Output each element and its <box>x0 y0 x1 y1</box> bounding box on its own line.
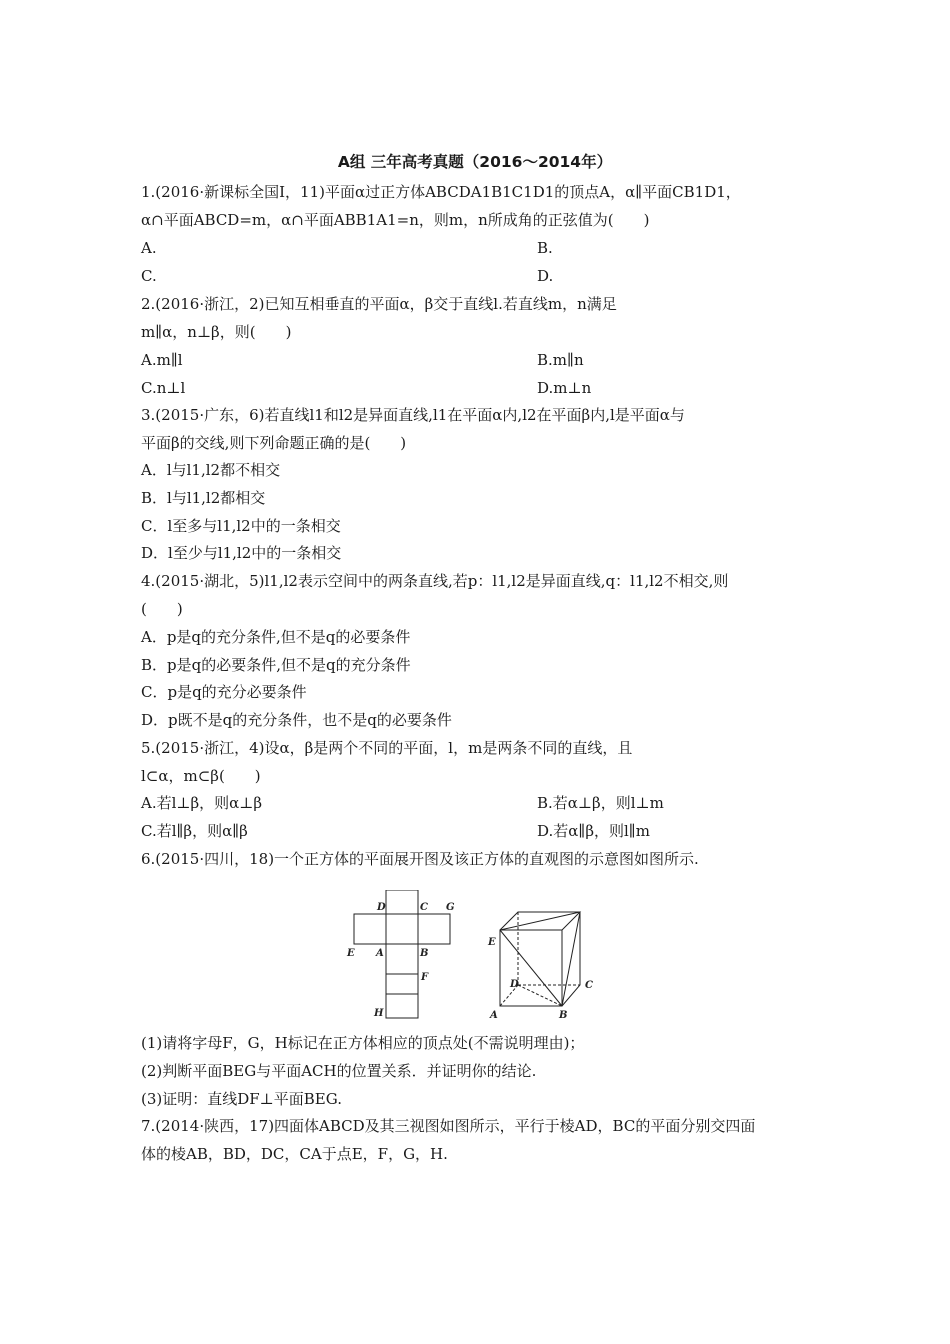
q6-part-1: (1)请将字母F，G，H标记在正方体相应的顶点处(不需说明理由)； <box>141 1034 585 1052</box>
q1-option-d: D. <box>537 267 554 285</box>
q5-option-b: B.若α⊥β，则l⊥m <box>537 794 664 812</box>
q1-option-a: A. <box>141 239 157 257</box>
q6-figures-svg <box>330 890 630 1020</box>
diagonal-eb <box>500 930 562 1006</box>
cube-label-e: E <box>488 937 496 948</box>
q2-stem-line1: 2.(2016·浙江，2)已知互相垂直的平面α，β交于直线l.若直线m，n满足 <box>141 295 617 313</box>
q3-option-d: D．l至少与l1,l2中的一条相交 <box>141 544 342 562</box>
q5-option-a: A.若l⊥β，则α⊥β <box>141 794 263 812</box>
q7-stem-line1: 7.(2014·陕西，17)四面体ABCD及其三视图如图所示，平行于棱AD，BC的平面分别交四面 <box>141 1117 756 1135</box>
q3-stem-line2: 平面β的交线,则下列命题正确的是( ) <box>141 434 407 452</box>
q4-option-c: C．p是q的充分必要条件 <box>141 683 307 701</box>
q7-stem-line2: 体的棱AB，BD，DC，CA于点E，F，G，H. <box>141 1145 448 1163</box>
net-label-h: H <box>374 1008 384 1019</box>
diagonal-eg <box>500 912 580 930</box>
q6-figures <box>330 890 630 1020</box>
net-label-e: E <box>347 948 355 959</box>
q2-option-c: C.n⊥l <box>141 379 186 397</box>
cube-label-c: C <box>585 980 593 991</box>
q1-stem-line1: 1.(2016·新课标全国Ⅰ，11)平面α过正方体ABCDA1B1C1D1的顶点A，α∥平面CB1D1， <box>141 183 741 201</box>
net-label-c: C <box>420 902 428 913</box>
q1-option-b: B. <box>537 239 553 257</box>
q3-stem-line1: 3.(2015·广东，6)若直线l1和l2是异面直线,l1在平面α内,l2在平面β内,l是平面α与 <box>141 406 685 424</box>
page-title: A组 三年高考真题（2016～2014年） <box>337 153 613 171</box>
q4-option-a: A．p是q的充分条件,但不是q的必要条件 <box>141 628 411 646</box>
q1-option-c: C. <box>141 267 157 285</box>
cube-label-d: D <box>510 979 519 990</box>
net-vertical-strip <box>386 890 418 1018</box>
q2-option-a: A.m∥l <box>141 351 183 369</box>
q4-option-d: D．p既不是q的充分条件，也不是q的必要条件 <box>141 711 452 729</box>
q5-option-c: C.若l∥β，则α∥β <box>141 822 248 840</box>
net-label-f: F <box>421 972 429 983</box>
q6-part-3: (3)证明：直线DF⊥平面BEG. <box>141 1090 342 1108</box>
q6-part-2: (2)判断平面BEG与平面ACH的位置关系．并证明你的结论. <box>141 1062 537 1080</box>
net-label-a: A <box>376 948 384 959</box>
net-label-d: D <box>377 902 386 913</box>
net-label-b: B <box>420 948 429 959</box>
hidden-diagonal-db <box>518 985 562 1006</box>
cube-label-a: A <box>490 1010 498 1020</box>
q4-stem-line1: 4.(2015·湖北，5)l1,l2表示空间中的两条直线,若p：l1,l2是异面直线,q：l1,l2不相交,则 <box>141 572 729 590</box>
net-label-g: G <box>446 902 455 913</box>
q2-option-d: D.m⊥n <box>537 379 592 397</box>
q3-option-c: C．l至多与l1,l2中的一条相交 <box>141 517 341 535</box>
q1-stem-line2: α∩平面ABCD=m，α∩平面ABB1A1=n，则m，n所成角的正弦值为( ) <box>141 211 650 229</box>
net-horizontal-strip <box>354 914 450 944</box>
q6-stem-line1: 6.(2015·四川，18)一个正方体的平面展开图及该正方体的直观图的示意图如图所示. <box>141 850 699 868</box>
cube-perspective-figure <box>500 912 580 1006</box>
q5-option-d: D.若α∥β，则l∥m <box>537 822 650 840</box>
q2-option-b: B.m∥n <box>537 351 584 369</box>
q5-stem-line1: 5.(2015·浙江，4)设α，β是两个不同的平面，l，m是两条不同的直线，且 <box>141 739 633 757</box>
cube-net-figure <box>354 890 450 1018</box>
q3-option-b: B．l与l1,l2都相交 <box>141 489 266 507</box>
q2-stem-line2: m∥α，n⊥β，则( ) <box>141 323 292 341</box>
q3-option-a: A．l与l1,l2都不相交 <box>141 461 281 479</box>
q5-stem-line2: l⊂α，m⊂β( ) <box>141 767 261 785</box>
q4-option-b: B．p是q的必要条件,但不是q的充分条件 <box>141 656 411 674</box>
diagonal-bg <box>562 912 580 1006</box>
q4-stem-line2: ( ) <box>141 600 183 618</box>
cube-label-b: B <box>559 1010 568 1020</box>
